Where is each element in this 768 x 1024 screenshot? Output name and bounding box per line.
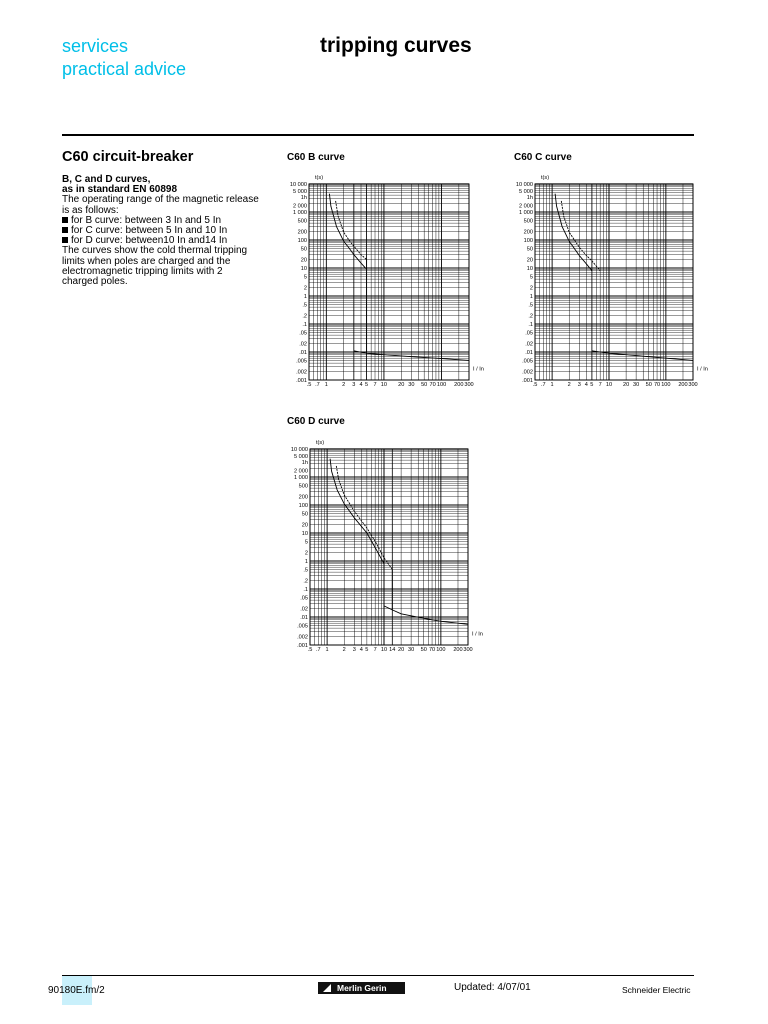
note-line1: The curves show the cold thermal tripping bbox=[62, 245, 248, 257]
x-tick-label: 50 bbox=[421, 382, 428, 388]
y-tick-label: .1 bbox=[302, 322, 307, 328]
x-axis-label: I / In bbox=[472, 631, 483, 638]
y-tick-label: .01 bbox=[525, 350, 533, 356]
note-line3: electromagnetic tripping limits with 2 bbox=[62, 265, 223, 277]
y-tick-label: 10 000 bbox=[290, 447, 308, 453]
y-tick-label: 5 bbox=[304, 539, 308, 546]
x-tick-label: 14 bbox=[389, 647, 396, 653]
chart-title-c: C60 C curve bbox=[514, 152, 572, 163]
x-tick-label: 300 bbox=[688, 382, 698, 388]
y-tick-label: 500 bbox=[298, 483, 308, 490]
thermal-curve-2 bbox=[561, 201, 600, 271]
chart-b-curve bbox=[280, 170, 492, 390]
y-axis-label: t(s) bbox=[315, 175, 324, 181]
x-axis-label: I / In bbox=[473, 366, 484, 373]
y-tick-label: 20 bbox=[300, 257, 307, 264]
y-axis-label: t(s) bbox=[316, 440, 325, 446]
y-tick-label: 200 bbox=[298, 494, 308, 501]
y-tick-label: 50 bbox=[300, 246, 307, 253]
bullet-text: for D curve: between10 In and14 In bbox=[71, 235, 228, 247]
y-tick-label: .5 bbox=[303, 567, 308, 574]
x-tick-label: 2 bbox=[342, 647, 346, 653]
y-tick-label: .01 bbox=[299, 350, 307, 356]
y-tick-label: .002 bbox=[296, 369, 307, 376]
y-tick-label: .001 bbox=[296, 378, 307, 384]
x-tick-label: 30 bbox=[633, 382, 640, 388]
y-tick-label: 1 000 bbox=[294, 475, 308, 481]
y-tick-label: 2 000 bbox=[293, 203, 307, 210]
note-line2: limits when poles are charged and the bbox=[62, 255, 231, 267]
y-tick-label: .5 bbox=[528, 302, 533, 309]
document-code: 90180E.fm/2 bbox=[48, 985, 105, 996]
x-tick-label: 70 bbox=[429, 382, 436, 388]
x-tick-label: 300 bbox=[464, 382, 474, 388]
y-tick-label: 2 bbox=[303, 285, 307, 292]
x-tick-label: 7 bbox=[373, 382, 377, 388]
section-label-line1: services bbox=[62, 36, 129, 56]
y-tick-label: 1h bbox=[301, 459, 308, 466]
x-tick-label: 4 bbox=[359, 382, 363, 388]
bullet-text: for B curve: between 3 In and 5 In bbox=[71, 214, 222, 226]
y-tick-label: .002 bbox=[522, 369, 533, 376]
section-label-line2: practical advice bbox=[62, 59, 187, 79]
y-tick-label: 50 bbox=[301, 511, 308, 518]
y-tick-label: .05 bbox=[525, 330, 533, 337]
y-tick-label: .02 bbox=[300, 606, 308, 613]
y-tick-label: 100 bbox=[297, 238, 307, 244]
y-tick-label: .2 bbox=[303, 578, 308, 585]
subheading-line2: as in standard EN 60898 bbox=[62, 184, 178, 196]
x-tick-label: 10 bbox=[605, 382, 613, 388]
x-tick-label: 30 bbox=[408, 382, 415, 388]
x-tick-label: 4 bbox=[584, 382, 588, 388]
x-tick-label: .7 bbox=[315, 647, 321, 653]
x-tick-label: 1 bbox=[325, 647, 329, 653]
x-tick-label: 4 bbox=[359, 647, 363, 653]
x-tick-label: 200 bbox=[678, 382, 688, 388]
y-tick-label: .02 bbox=[525, 341, 533, 348]
y-tick-label: 5 bbox=[303, 274, 307, 281]
y-tick-label: 2 000 bbox=[294, 468, 308, 475]
chart-title-d: C60 D curve bbox=[287, 416, 345, 427]
x-tick-label: 2 bbox=[567, 382, 571, 388]
y-tick-label: 2 bbox=[529, 285, 533, 292]
y-tick-label: 1h bbox=[300, 194, 307, 201]
y-tick-label: .2 bbox=[528, 313, 533, 320]
x-tick-label: 200 bbox=[453, 647, 463, 653]
y-tick-label: 1 bbox=[303, 294, 307, 300]
y-tick-label: 5 000 bbox=[293, 188, 307, 195]
x-tick-label: 300 bbox=[463, 647, 473, 653]
x-tick-label: 20 bbox=[622, 382, 630, 388]
x-tick-label: 100 bbox=[436, 647, 446, 653]
y-tick-label: 200 bbox=[523, 229, 533, 236]
y-tick-label: .001 bbox=[522, 378, 533, 384]
x-tick-label: 10 bbox=[380, 647, 388, 653]
y-tick-label: .1 bbox=[528, 322, 533, 328]
y-tick-label: 500 bbox=[297, 218, 307, 225]
y-tick-label: 2 000 bbox=[519, 203, 533, 210]
y-tick-label: 5 bbox=[529, 274, 533, 281]
x-tick-label: 50 bbox=[420, 647, 427, 653]
y-tick-label: 200 bbox=[297, 229, 307, 236]
y-tick-label: 20 bbox=[301, 522, 308, 529]
merlin-gerin-logo bbox=[318, 982, 405, 994]
x-tick-label: 2 bbox=[342, 382, 346, 388]
description-block bbox=[62, 175, 272, 287]
y-tick-label: .02 bbox=[299, 341, 307, 348]
y-tick-label: .005 bbox=[297, 623, 308, 630]
page-title: tripping curves bbox=[320, 34, 472, 57]
y-tick-label: 10 bbox=[300, 266, 307, 272]
x-tick-label: 5 bbox=[590, 382, 594, 388]
y-tick-label: .005 bbox=[296, 358, 307, 365]
intro-line2: is as follows: bbox=[62, 204, 119, 216]
square-bullet-icon bbox=[62, 227, 68, 233]
x-tick-label: .7 bbox=[540, 382, 546, 388]
x-tick-label: 200 bbox=[454, 382, 464, 388]
x-axis-label: I / In bbox=[697, 366, 708, 373]
y-tick-label: 100 bbox=[523, 238, 533, 244]
x-tick-label: 5 bbox=[365, 647, 369, 653]
y-tick-label: 1 000 bbox=[293, 210, 307, 216]
x-tick-label: 10 bbox=[380, 382, 388, 388]
y-tick-label: 100 bbox=[298, 503, 308, 509]
y-tick-label: .1 bbox=[303, 587, 308, 593]
x-tick-label: 3 bbox=[352, 647, 356, 653]
y-tick-label: 1 bbox=[304, 559, 308, 565]
x-tick-label: 20 bbox=[397, 647, 405, 653]
square-bullet-icon bbox=[62, 237, 68, 243]
x-tick-label: .5 bbox=[306, 382, 312, 388]
y-tick-label: 20 bbox=[526, 257, 533, 264]
x-tick-label: .5 bbox=[532, 382, 538, 388]
company-name: Schneider Electric bbox=[622, 985, 691, 995]
y-tick-label: 10 bbox=[301, 531, 308, 537]
y-tick-label: 5 000 bbox=[519, 188, 533, 195]
x-tick-label: 7 bbox=[373, 647, 377, 653]
bullet-text: for C curve: between 5 In and 10 In bbox=[71, 225, 228, 237]
y-tick-label: 50 bbox=[526, 246, 533, 253]
logo-text: Merlin Gerin bbox=[337, 983, 387, 993]
x-tick-label: 100 bbox=[661, 382, 671, 388]
y-tick-label: .001 bbox=[297, 643, 308, 649]
x-tick-label: 3 bbox=[352, 382, 356, 388]
y-tick-label: .01 bbox=[300, 615, 308, 621]
y-tick-label: 10 000 bbox=[515, 182, 533, 188]
y-axis-label: t(s) bbox=[541, 175, 550, 181]
chart-title-b: C60 B curve bbox=[287, 152, 345, 163]
note-line4: charged poles. bbox=[62, 276, 128, 288]
section-label bbox=[62, 35, 186, 81]
x-tick-label: 100 bbox=[436, 382, 447, 388]
y-tick-label: .05 bbox=[299, 330, 307, 337]
y-tick-label: 10 bbox=[526, 266, 533, 272]
x-tick-label: .5 bbox=[307, 647, 313, 653]
square-bullet-icon bbox=[62, 217, 68, 223]
x-tick-label: 30 bbox=[408, 647, 415, 653]
chart-d-curve bbox=[280, 434, 492, 654]
section-heading: C60 circuit-breaker bbox=[62, 149, 194, 165]
logo-mark-icon bbox=[323, 984, 331, 992]
y-tick-label: 1h bbox=[526, 194, 533, 201]
updated-date: Updated: 4/07/01 bbox=[454, 982, 531, 993]
y-tick-label: 1 bbox=[529, 294, 533, 300]
y-tick-label: 1 000 bbox=[519, 210, 533, 216]
y-tick-label: 10 000 bbox=[289, 182, 307, 188]
y-tick-label: .002 bbox=[297, 634, 308, 641]
x-tick-label: .7 bbox=[315, 382, 320, 388]
intro-line1: The operating range of the magnetic release bbox=[62, 194, 259, 206]
top-divider bbox=[62, 134, 694, 136]
y-tick-label: .005 bbox=[522, 358, 533, 365]
x-tick-label: 70 bbox=[428, 647, 436, 653]
x-tick-label: 1 bbox=[324, 382, 328, 388]
x-tick-label: 70 bbox=[653, 382, 661, 388]
chart-c-curve bbox=[506, 170, 718, 390]
x-tick-label: 20 bbox=[398, 382, 405, 388]
subheading-line1: B, C and D curves, bbox=[62, 174, 151, 185]
x-tick-label: 5 bbox=[365, 382, 369, 388]
y-tick-label: 5 000 bbox=[294, 453, 308, 460]
y-tick-label: .2 bbox=[302, 313, 307, 320]
y-tick-label: 2 bbox=[304, 550, 308, 557]
y-tick-label: 500 bbox=[523, 218, 533, 225]
x-tick-label: 50 bbox=[645, 382, 652, 388]
x-tick-label: 1 bbox=[550, 382, 554, 388]
y-tick-label: .05 bbox=[300, 595, 308, 602]
x-tick-label: 7 bbox=[598, 382, 602, 388]
bottom-divider bbox=[62, 975, 694, 976]
x-tick-label: 3 bbox=[577, 382, 581, 388]
y-tick-label: .5 bbox=[302, 302, 307, 309]
